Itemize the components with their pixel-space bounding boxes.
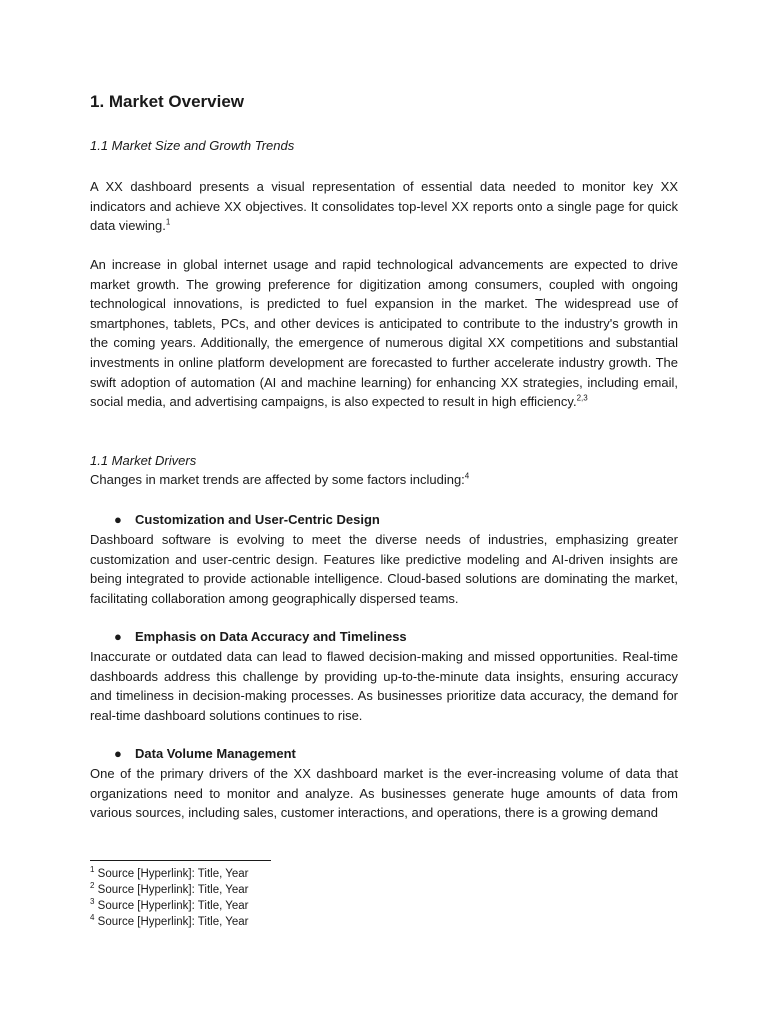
footnote-text[interactable]: Source [Hyperlink]: Title, Year <box>97 868 249 880</box>
bullet-customization <box>114 512 380 527</box>
footnote-number: 3 <box>90 897 95 907</box>
paragraph-text: A XX dashboard presents a visual representation of essential data needed to monitor key XX indicators and achieve XX objectives. It consolidates top-level XX reports onto a single page for quick data viewing. <box>90 179 678 234</box>
bullet-icon: ● <box>114 629 122 644</box>
bullet-title: Data Volume Management <box>135 746 296 761</box>
bullet-icon: ● <box>114 746 122 761</box>
paragraph-customization: Dashboard software is evolving to meet the diverse needs of industries, emphasizing greater customization and user-centric design. Features like predictive modeling and AI-driven insights are being integrated to provide actionable intelligence. Cloud-based solutions are dominating the market, facilitating collaboration among geographically dispersed teams. <box>90 532 678 606</box>
paragraph-growth-trends <box>90 255 678 412</box>
bullet-icon: ● <box>114 512 122 527</box>
footnote-3 <box>90 897 249 912</box>
footnote-number: 4 <box>90 913 95 923</box>
bullet-title: Customization and User-Centric Design <box>135 512 380 527</box>
footnote-reference[interactable]: 1 <box>165 217 171 227</box>
footnote-reference[interactable]: 4 <box>464 471 470 481</box>
paragraph-text: An increase in global internet usage and rapid technological advancements are expected to drive market growth. The growing preference for digitization among consumers, coupled with ongoing technological innovations, is predicted to fuel expansion in the market. The widespread use of smartphones, tablets, PCs, and other devices is anticipated to contribute to the industry's growth in the coming years. Additionally, the emergence of numerous digital XX competitions and substantial investments in online platform development are forecasted to further accelerate industry growth. The swift adoption of automation (AI and machine learning) for enhancing XX strategies, including email, social media, and advertising campaigns, is also expected to result in high efficiency. <box>90 257 678 410</box>
bullet-data-volume <box>114 746 296 761</box>
footnote-text[interactable]: Source [Hyperlink]: Title, Year <box>97 900 249 912</box>
footnote-1 <box>90 865 249 880</box>
paragraph-dashboard-definition <box>90 177 678 236</box>
footnote-number: 1 <box>90 865 95 875</box>
page-title: 1. Market Overview <box>90 92 245 111</box>
footnote-2 <box>90 881 249 896</box>
subsection-title-market-size: 1.1 Market Size and Growth Trends <box>90 138 295 153</box>
paragraph-data-volume: One of the primary drivers of the XX dashboard market is the ever-increasing volume of data that organizations need to monitor and analyze. As businesses generate huge amounts of data from various sources, including sales, customer interactions, and operations, there is a growing demand <box>90 766 678 821</box>
paragraph-data-accuracy: Inaccurate or outdated data can lead to flawed decision-making and missed opportunities. Real-time dashboards address this challenge by providing up-to-the-minute data insights, ensuring accuracy and timeliness in decision-making processes. As businesses prioritize data accuracy, the demand for real-time dashboard solutions continues to rise. <box>90 649 678 723</box>
footnote-4 <box>90 913 249 928</box>
drivers-intro <box>90 472 469 487</box>
subsection-title-market-drivers: 1.1 Market Drivers <box>90 453 197 468</box>
bullet-data-accuracy <box>114 629 407 644</box>
footnote-separator <box>90 860 271 861</box>
footnote-reference[interactable]: 2,3 <box>576 393 588 403</box>
footnote-text[interactable]: Source [Hyperlink]: Title, Year <box>97 916 249 928</box>
bullet-title: Emphasis on Data Accuracy and Timeliness <box>135 629 407 644</box>
paragraph-text: Changes in market trends are affected by some factors including: <box>90 472 465 487</box>
footnote-number: 2 <box>90 881 95 891</box>
footnote-text[interactable]: Source [Hyperlink]: Title, Year <box>97 884 249 896</box>
